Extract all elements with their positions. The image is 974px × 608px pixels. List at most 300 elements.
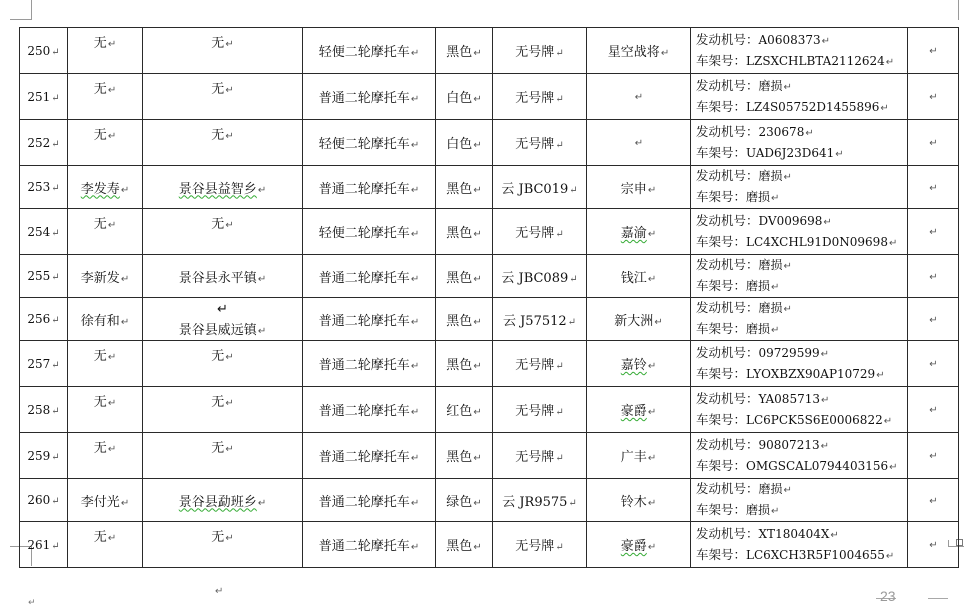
frame-number: LZ4S05752D1455896: [746, 99, 880, 114]
engine-number-line: [696, 298, 907, 319]
vehicle-type-cell: [303, 433, 436, 479]
paragraph-mark: ↵: [410, 453, 420, 464]
brand-cell: [587, 522, 691, 568]
owner-name: 无: [93, 441, 107, 456]
vehicle-color: 绿色: [446, 494, 473, 510]
paragraph-mark: ↵: [647, 497, 657, 509]
engine-number-line: [696, 255, 907, 276]
paragraph-mark: ↵: [51, 272, 60, 283]
vehicle-brand: 铃木: [620, 494, 647, 510]
paragraph-mark: ↵: [225, 352, 234, 363]
engine-number: 磨损: [758, 482, 783, 496]
row-number: 261: [27, 537, 51, 552]
paragraph-mark: ↵: [647, 542, 657, 553]
engine-number-line: [696, 343, 907, 364]
remarks-cell: [908, 522, 959, 568]
paragraph-mark: ↵: [555, 140, 564, 151]
owner-cell: [68, 28, 143, 74]
paragraph-mark: ↵: [107, 131, 117, 142]
plate-number: 云 J57512: [502, 313, 567, 329]
plate-number: 云 JBC019: [501, 181, 569, 197]
paragraph-mark: ↵: [929, 405, 938, 416]
vehicle-type: 普通二轮摩托车: [318, 494, 410, 510]
frame-label: 车架号：: [696, 365, 747, 381]
plate-cell: [493, 209, 587, 255]
frame-number-line: [696, 500, 907, 521]
paragraph-mark: ↵: [929, 359, 938, 370]
paragraph-mark: ↵: [473, 497, 482, 509]
paragraph-mark: ↵: [473, 361, 482, 372]
paragraph-mark: ↵: [783, 304, 792, 315]
frame-number: 磨损: [746, 322, 771, 336]
paragraph-mark: ↵: [473, 316, 482, 328]
paragraph-mark: ↵: [555, 361, 564, 372]
paragraph-mark: ↵: [410, 361, 420, 372]
engine-number-line: [696, 166, 907, 187]
address-cell: [143, 522, 303, 568]
vehicle-type-cell: [303, 522, 436, 568]
row-number-cell: [20, 341, 68, 387]
paragraph-mark: ↵: [257, 325, 267, 337]
paragraph-mark: ↵: [654, 316, 663, 328]
paragraph-mark: ↵: [225, 39, 234, 50]
owner-address: 景谷县勐班乡: [178, 494, 257, 510]
owner-cell: [68, 166, 143, 209]
paragraph-mark: ↵: [225, 131, 234, 142]
row-number: 254: [27, 224, 51, 239]
paragraph-mark: ↵: [647, 229, 657, 240]
paragraph-mark: ↵: [880, 102, 889, 114]
vehicle-type: 普通二轮摩托车: [318, 313, 410, 329]
owner-name: 无: [93, 82, 107, 97]
paragraph-mark: ↵: [107, 220, 117, 231]
frame-number: 磨损: [746, 503, 771, 517]
vehicle-brand: 豪爵: [620, 404, 647, 419]
row-number: 253: [27, 180, 51, 194]
paragraph-mark: ↵: [51, 183, 60, 194]
row-number-cell: [20, 74, 68, 120]
address-cell: [143, 209, 303, 255]
table-row: [20, 28, 959, 74]
frame-number: LZSXCHLBTA2112624: [746, 53, 885, 68]
paragraph-mark: ↵: [410, 184, 420, 196]
paragraph-mark: ↵: [225, 533, 234, 544]
engine-number: A0608373: [758, 32, 821, 47]
engine-number: 90807213: [758, 437, 820, 452]
frame-number: UAD6J23D641: [746, 145, 835, 160]
frame-label: 车架号：: [696, 52, 747, 68]
remarks-cell: [908, 209, 959, 255]
frame-label: 车架号：: [696, 278, 747, 293]
table-row: [20, 209, 959, 255]
engine-label: 发动机号：: [696, 525, 759, 541]
paragraph-mark: ↵: [120, 316, 130, 328]
frame-number-line: [696, 51, 907, 72]
paragraph-mark: ↵: [51, 46, 60, 58]
paragraph-mark: ↵: [555, 94, 564, 105]
paragraph-mark: ↵: [107, 398, 117, 409]
plate-cell: [493, 74, 587, 120]
owner-cell: [68, 479, 143, 522]
paragraph-mark: ↵: [51, 540, 60, 552]
vehicle-brand: 宗申: [620, 181, 647, 197]
vehicle-type-cell: [303, 28, 436, 74]
remarks-cell: [908, 74, 959, 120]
paragraph-mark: ↵: [647, 407, 657, 418]
engine-number-line: [696, 435, 907, 456]
engine-number-line: [696, 389, 907, 410]
paragraph-mark: ↵: [647, 273, 657, 285]
paragraph-mark: ↵: [120, 273, 130, 285]
crop-mark: [958, 0, 959, 20]
paragraph-mark: ↵: [51, 92, 60, 104]
paragraph-mark: ↵: [107, 444, 117, 455]
row-number-cell: [20, 479, 68, 522]
row-number-cell: [20, 522, 68, 568]
vehicle-color: 黑色: [446, 358, 473, 373]
engine-number-line: [696, 524, 907, 545]
color-cell: [436, 74, 493, 120]
color-cell: [436, 28, 493, 74]
paragraph-mark: ↵: [771, 282, 780, 293]
color-cell: [436, 166, 493, 209]
vehicle-brand: 广丰: [620, 450, 647, 465]
frame-number: LC6XCH3R5F1004655: [746, 547, 885, 562]
brand-cell: [587, 255, 691, 298]
paragraph-mark: ↵: [929, 138, 938, 149]
color-cell: [436, 209, 493, 255]
paragraph-mark: ↵: [555, 453, 564, 464]
vehicle-type-cell: [303, 479, 436, 522]
frame-label: 车架号：: [696, 546, 747, 562]
paragraph-mark: ↵: [225, 444, 234, 455]
owner-address: 景谷县威远镇: [178, 322, 257, 338]
paragraph-mark: ↵: [410, 94, 420, 105]
owner-cell: [68, 120, 143, 166]
paragraph-mark: ↵: [217, 301, 228, 317]
id-numbers-cell: [691, 387, 908, 433]
paragraph-mark: ↵: [929, 92, 938, 103]
owner-name: 无: [93, 128, 107, 143]
plate-cell: [493, 120, 587, 166]
vehicle-type-cell: [303, 166, 436, 209]
paragraph-mark: ↵: [783, 81, 792, 93]
address-cell: [143, 74, 303, 120]
paragraph-mark: ↵: [410, 542, 420, 553]
plate-number: 无号牌: [515, 404, 555, 419]
owner-address: 无: [211, 530, 225, 545]
engine-label: 发动机号：: [696, 257, 759, 272]
paragraph-mark: ↵: [929, 451, 938, 462]
paragraph-mark: ↵: [929, 182, 938, 194]
owner-address: 景谷县益智乡: [178, 181, 257, 197]
brand-cell: [587, 341, 691, 387]
engine-number-line: [696, 122, 907, 143]
paragraph-mark: ↵: [215, 586, 224, 597]
paragraph-mark: ↵: [820, 394, 830, 406]
vehicle-type-cell: [303, 341, 436, 387]
brand-cell: [587, 433, 691, 479]
paragraph-mark: ↵: [634, 138, 644, 149]
paragraph-mark: ↵: [51, 496, 60, 507]
crop-mark: [10, 19, 32, 20]
engine-number: 230678: [758, 124, 805, 139]
paragraph-mark: ↵: [783, 485, 792, 496]
vehicle-type: 普通二轮摩托车: [318, 91, 410, 106]
row-number: 251: [27, 89, 51, 104]
paragraph-mark: ↵: [107, 352, 117, 363]
remarks-cell: [908, 479, 959, 522]
owner-name: 无: [93, 36, 107, 51]
frame-label: 车架号：: [696, 411, 747, 427]
paragraph-mark: ↵: [225, 85, 234, 96]
frame-number-line: [696, 97, 907, 118]
frame-number-line: [696, 143, 907, 164]
color-cell: [436, 341, 493, 387]
frame-label: 车架号：: [696, 98, 747, 114]
paragraph-mark: ↵: [51, 315, 60, 326]
paragraph-mark: ↵: [885, 56, 895, 68]
paragraph-mark: ↵: [51, 451, 60, 463]
paragraph-mark: ↵: [473, 542, 482, 553]
row-number: 259: [27, 448, 51, 463]
paragraph-mark: ↵: [410, 407, 420, 418]
vehicle-type-cell: [303, 74, 436, 120]
id-numbers-cell: [691, 74, 908, 120]
owner-name: 无: [93, 349, 107, 364]
frame-label: 车架号：: [696, 233, 747, 249]
owner-address: 无: [211, 395, 225, 410]
paragraph-mark: ↵: [569, 184, 578, 196]
paragraph-mark: ↵: [647, 184, 657, 196]
paragraph-mark: ↵: [660, 48, 670, 59]
paragraph-mark: ↵: [257, 497, 267, 509]
vehicle-color: 黑色: [446, 313, 473, 329]
vehicle-color: 红色: [446, 404, 473, 419]
remarks-cell: [908, 433, 959, 479]
paragraph-mark: ↵: [883, 415, 893, 427]
plate-number: 无号牌: [515, 91, 555, 106]
owner-address: 无: [211, 82, 225, 97]
row-number-cell: [20, 387, 68, 433]
frame-number-line: [696, 545, 907, 566]
vehicle-brand: 嘉渝: [620, 226, 647, 241]
vehicle-color: 黑色: [446, 181, 473, 197]
vehicle-brand: 钱江: [620, 270, 647, 286]
paragraph-mark: ↵: [634, 92, 644, 103]
owner-name: 李新发: [80, 270, 120, 286]
engine-label: 发动机号：: [696, 436, 759, 452]
owner-name: 李发寿: [80, 181, 120, 197]
vehicle-type: 普通二轮摩托车: [318, 358, 410, 373]
remarks-cell: [908, 298, 959, 341]
frame-number-line: [696, 319, 907, 340]
vehicle-brand: 新大洲: [614, 313, 654, 329]
vehicle-type: 轻便二轮摩托车: [318, 226, 410, 241]
paragraph-mark: ↵: [820, 440, 829, 452]
address-cell: [143, 479, 303, 522]
vehicle-type: 普通二轮摩托车: [318, 450, 410, 465]
engine-number: 磨损: [758, 78, 783, 93]
paragraph-mark: ↵: [107, 85, 117, 96]
paragraph-mark: ↵: [225, 398, 234, 409]
frame-number: 磨损: [746, 279, 771, 293]
brand-cell: [587, 479, 691, 522]
owner-cell: [68, 255, 143, 298]
owner-cell: [68, 298, 143, 341]
vehicle-type-cell: [303, 387, 436, 433]
paragraph-mark: ↵: [555, 229, 564, 240]
plate-number: 云 JR9575: [502, 494, 568, 510]
plate-number: 云 JBC089: [501, 270, 569, 286]
crop-mark: [31, 0, 32, 20]
vehicle-type-cell: [303, 209, 436, 255]
paragraph-mark: ↵: [929, 227, 938, 238]
paragraph-mark: ↵: [555, 542, 564, 553]
vehicle-type-cell: [303, 255, 436, 298]
paragraph-mark: ↵: [823, 216, 832, 228]
vehicle-color: 黑色: [446, 539, 473, 554]
paragraph-mark: ↵: [805, 127, 814, 139]
paragraph-mark: ↵: [51, 227, 60, 239]
frame-number: OMGSCAL0794403156: [746, 458, 889, 473]
address-cell: [143, 255, 303, 298]
paragraph-mark: ↵: [555, 407, 564, 418]
id-numbers-cell: [691, 255, 908, 298]
brand-cell: [587, 209, 691, 255]
paragraph-mark: ↵: [783, 261, 792, 272]
id-numbers-cell: [691, 209, 908, 255]
vehicle-brand: 嘉铃: [620, 358, 647, 373]
page-number-dash: [928, 598, 948, 599]
vehicle-type: 普通二轮摩托车: [318, 181, 410, 197]
engine-number: DV009698: [758, 213, 823, 228]
id-numbers-cell: [691, 298, 908, 341]
frame-number-line: [696, 276, 907, 297]
vehicle-type: 普通二轮摩托车: [318, 270, 410, 286]
paragraph-mark: ↵: [473, 407, 482, 418]
address-cell: [143, 120, 303, 166]
owner-cell: [68, 341, 143, 387]
paragraph-mark: ↵: [929, 314, 938, 326]
plate-number: 无号牌: [515, 45, 555, 60]
paragraph-mark: ↵: [929, 271, 938, 283]
plate-cell: [493, 522, 587, 568]
owner-address: 无: [211, 217, 225, 232]
table-row: [20, 298, 959, 341]
table-row: [20, 74, 959, 120]
paragraph-mark: ↵: [410, 273, 420, 285]
owner-address: 无: [211, 128, 225, 143]
engine-number-line: [696, 211, 907, 232]
plate-number: 无号牌: [515, 358, 555, 373]
owner-cell: [68, 522, 143, 568]
table-row: [20, 166, 959, 209]
paragraph-mark: ↵: [568, 497, 577, 509]
row-number: 257: [27, 356, 51, 371]
frame-number-line: [696, 187, 907, 208]
engine-number: 磨损: [758, 301, 783, 315]
paragraph-mark: ↵: [473, 184, 482, 196]
row-number: 256: [27, 312, 51, 326]
engine-number: 磨损: [758, 258, 783, 272]
color-cell: [436, 387, 493, 433]
paragraph-mark: ↵: [929, 495, 938, 507]
row-number-cell: [20, 166, 68, 209]
engine-number: YA085713: [758, 391, 820, 406]
frame-number-line: [696, 410, 907, 431]
paragraph-mark: ↵: [51, 405, 60, 417]
frame-number-line: [696, 456, 907, 477]
paragraph-mark: ↵: [876, 369, 885, 381]
paragraph-mark: ↵: [473, 94, 482, 105]
remarks-cell: [908, 387, 959, 433]
paragraph-mark: ↵: [257, 273, 267, 285]
paragraph-mark: ↵: [107, 533, 117, 544]
frame-label: 车架号：: [696, 144, 747, 160]
page-number: 23: [880, 588, 896, 604]
frame-label: 车架号：: [696, 189, 747, 204]
paragraph-mark: ↵: [783, 172, 792, 183]
row-number-cell: [20, 120, 68, 166]
table-row: [20, 120, 959, 166]
remarks-cell: [908, 341, 959, 387]
color-cell: [436, 433, 493, 479]
owner-address: 无: [211, 349, 225, 364]
engine-number-line: [696, 30, 907, 51]
id-numbers-cell: [691, 120, 908, 166]
owner-address: 无: [211, 36, 225, 51]
frame-number: LYOXBZX90AP10729: [746, 366, 876, 381]
frame-number: LC4XCHL91D0N09698: [746, 234, 888, 249]
color-cell: [436, 522, 493, 568]
paragraph-mark: ↵: [473, 273, 482, 285]
engine-number: 磨损: [758, 169, 783, 183]
paragraph-mark: ↵: [473, 229, 482, 240]
paragraph-mark: ↵: [820, 348, 829, 360]
plate-cell: [493, 479, 587, 522]
engine-number-line: [696, 479, 907, 500]
remarks-cell: [908, 166, 959, 209]
owner-name: 无: [93, 530, 107, 545]
brand-cell: [587, 298, 691, 341]
color-cell: [436, 120, 493, 166]
id-numbers-cell: [691, 479, 908, 522]
id-numbers-cell: [691, 28, 908, 74]
plate-number: 无号牌: [515, 137, 555, 152]
paragraph-mark: ↵: [410, 140, 420, 151]
paragraph-mark: ↵: [929, 540, 938, 551]
table-row: [20, 387, 959, 433]
owner-name: 无: [93, 217, 107, 232]
table-row: [20, 479, 959, 522]
paragraph-mark: ↵: [830, 529, 839, 541]
table-body: [20, 28, 959, 568]
row-number-cell: [20, 28, 68, 74]
engine-label: 发动机号：: [696, 77, 759, 93]
plate-cell: [493, 255, 587, 298]
engine-number-line: [696, 76, 907, 97]
paragraph-mark: ↵: [929, 46, 938, 57]
plate-cell: [493, 28, 587, 74]
row-number: 252: [27, 135, 51, 150]
id-numbers-cell: [691, 522, 908, 568]
paragraph-mark: ↵: [771, 325, 780, 336]
row-number: 260: [27, 493, 51, 507]
vehicle-color: 黑色: [446, 45, 473, 60]
paragraph-mark: ↵: [51, 359, 60, 371]
owner-address: 景谷县永平镇: [178, 270, 257, 286]
